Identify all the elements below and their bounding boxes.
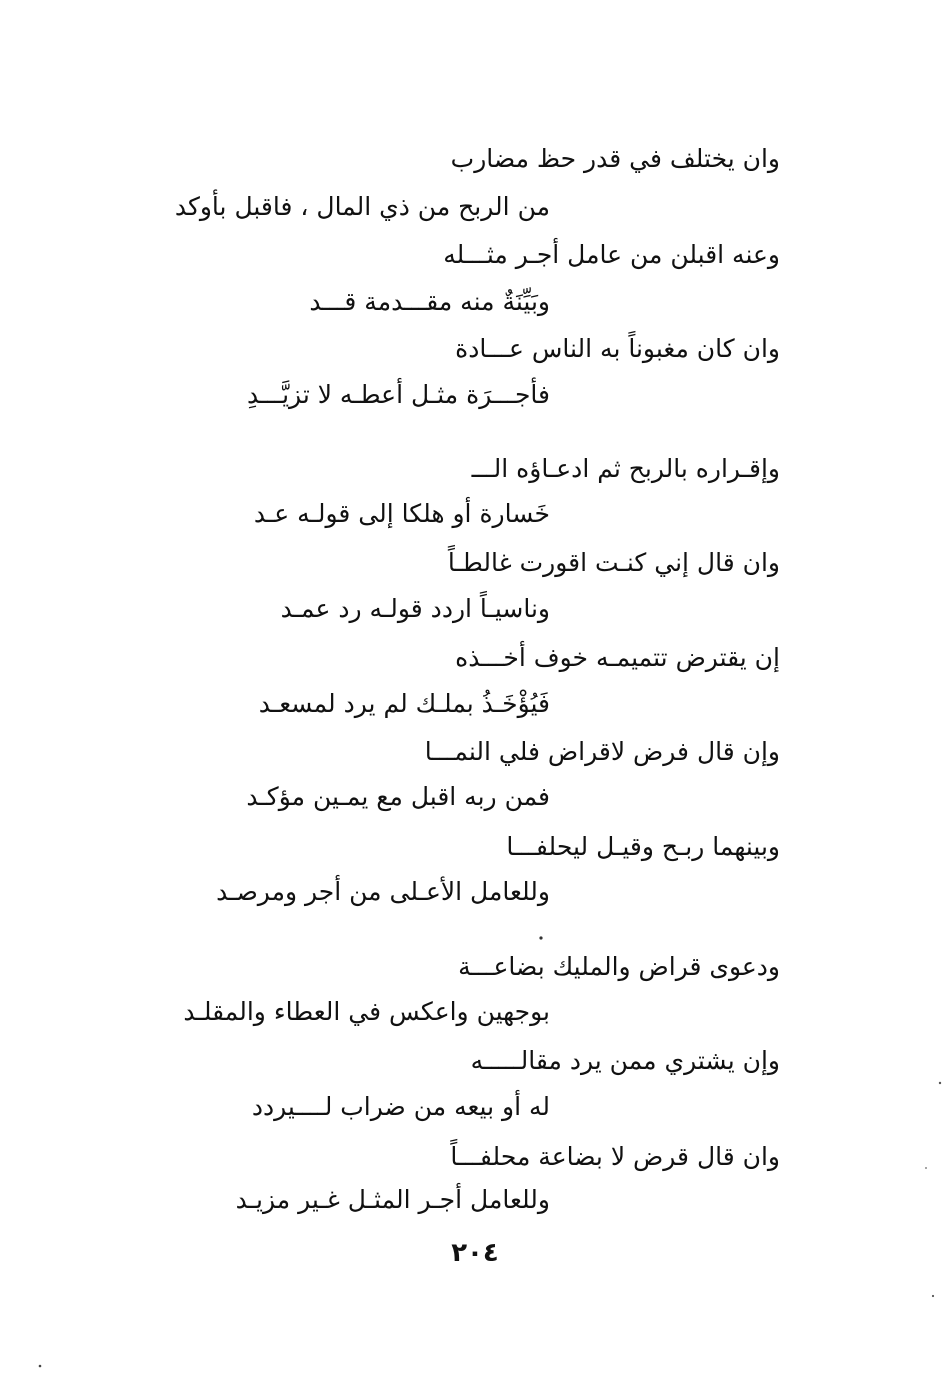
verse-line: له أو بيعه من ضراب لــــيردد <box>251 1092 550 1121</box>
verse-line: وبينهما ربـح وقيـل ليحلفـــا <box>506 832 780 861</box>
verse-line: بوجهين واعكس في العطاء والمقلـد <box>183 997 550 1026</box>
verse-line: وان قال قرض لا بضاعة محلفـــاً <box>450 1142 780 1171</box>
verse-line: وان قال إني كنـت اقورت غالطـاً <box>447 548 780 577</box>
verse-line: وللعامل الأعـلى من أجر ومرصـد <box>216 877 550 906</box>
page-number: ٢٠٤ <box>451 1238 499 1268</box>
speck <box>932 1295 934 1297</box>
verse-line: وان كان مغبوناً به الناس عـــادة <box>455 334 780 363</box>
verse-line: من الربح من ذي المال ، فاقبل بأوكد <box>174 192 550 221</box>
verse-line: ودعوى قراض والمليك بضاعـــة <box>458 952 780 981</box>
verse-line: وإن يشتري ممن يرد مقالـــــه <box>470 1046 780 1075</box>
verse-line: وان يختلف في قدر حظ مضارب <box>450 144 780 173</box>
verse-line: وناسيـاً اردد قولـه رد عمـد <box>280 594 550 623</box>
speck <box>539 936 542 939</box>
verse-line: وإن قال فرض لاقراض فلي النمـــا <box>424 737 780 766</box>
verse-line: فأجـــرَة مثـل أعطـه لا تزيَّـــدِ <box>246 380 550 409</box>
verse-line: فمن ربه اقبل مع يمـين مؤكـد <box>246 782 550 811</box>
speck <box>925 1167 927 1169</box>
verse-line: إن يقترض تتميمـه خوف أخـــذه <box>455 643 780 672</box>
verse-line: وعنه اقبلن من عامل أجـر مثـــله <box>443 240 780 269</box>
verse-line: وبَيِّنَةٌ منه مقـــدمة قـــد <box>309 287 550 316</box>
verse-line: وللعامل أجـر المثـل غـير مزيـد <box>235 1185 550 1214</box>
speck <box>939 1082 941 1084</box>
verse-line: وإقـراره بالربح ثم ادعـاؤه الـــ <box>471 454 780 483</box>
verse-line: فَيُؤْخَـذُ بملـك لم يرد لمسعـد <box>258 689 550 718</box>
verse-line: خَسارة أو هلكا إلى قولـه عـد <box>253 499 550 528</box>
speck <box>39 1365 42 1368</box>
